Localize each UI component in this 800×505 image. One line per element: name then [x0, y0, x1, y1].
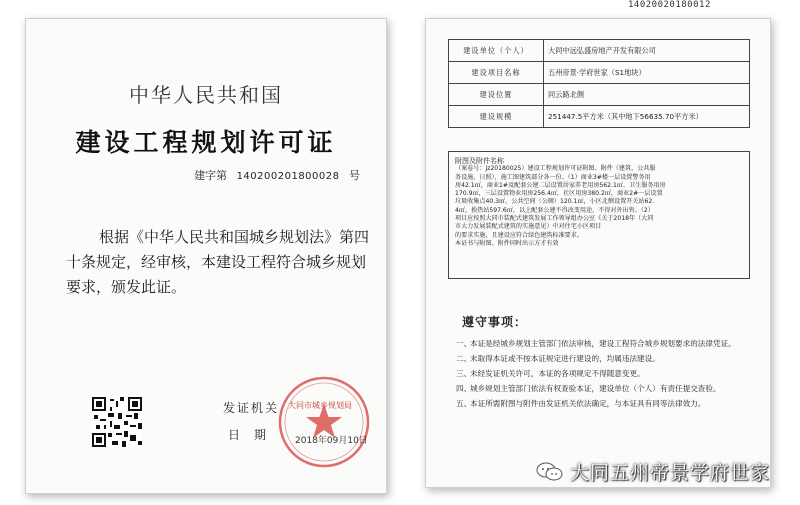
cert-number-prefix: 建字第: [194, 169, 228, 182]
notice-list: [456, 337, 748, 412]
table-row: [449, 106, 750, 128]
certificate-body-text: 根据《中华人民共和国城乡规划法》第四十条规定，经审核，本建设工程符合城乡规划要求，颁发此证。: [66, 228, 370, 296]
attachment-line: 170.9㎡，三层设置物业用房256.4㎡，社区用房380.2㎡，商业2#一层设置: [455, 190, 663, 198]
attachment-line: 4㎡，换热站597.6㎡，以上配套公建不得改变用途，不得对外出售。（2）: [455, 206, 654, 214]
notice-text: 本证所需附图与附件由发证机关依法确定，与本证具有同等法律效力。: [470, 399, 706, 408]
table-value: 五州帝景·学府世家（S1地块）: [544, 62, 750, 84]
date-label: 日期: [228, 428, 281, 442]
cert-number: 140200201800028: [236, 171, 340, 182]
brand-watermark: [536, 458, 770, 485]
table-row: [449, 84, 750, 106]
brand-text: 大同五州帝景学府世家: [570, 462, 771, 484]
attachment-line: 市大力发展装配式建筑的实施意见）中对住宅小区项目: [455, 223, 602, 231]
country-name: 中华人民共和国: [129, 83, 283, 107]
notice-index: 四、: [456, 384, 472, 393]
official-seal-stamp: [276, 374, 372, 470]
table-label: 建设规模: [449, 106, 544, 128]
certificate-number-line: [194, 167, 360, 183]
attachment-line: 项目应按照大同市装配式建筑发展工作领导组办公室《关于2018年（大同: [455, 215, 654, 223]
table-label: 建设位置: [449, 84, 544, 106]
notice-item: [456, 382, 748, 395]
attachment-line: 本证书与附图、附件同时出示方才有效: [455, 239, 559, 247]
issue-date: 2018年09月10日: [295, 436, 368, 446]
notice-index: 一、: [456, 339, 472, 348]
attachment-line: 务设施、日照），施工图建筑部分各一份。（1）商业3#楼一层设置警务用: [455, 173, 651, 181]
table-value: 大同中远弘盛房地产开发有限公司: [544, 40, 750, 62]
table-row: [449, 62, 750, 84]
issuer-name: 大同市城乡规划局: [288, 401, 352, 410]
notice-item: [456, 352, 748, 365]
notice-item: [456, 397, 748, 410]
cert-number-suffix: 号: [349, 169, 360, 182]
table-label: 建设单位（个人）: [449, 40, 544, 62]
notice-title: 遵守事项：: [462, 315, 528, 329]
notice-text: 城乡规划主管部门依法有权查验本证，建设单位（个人）有责任提交查验。: [470, 384, 721, 393]
attachment-line: 的要求实施，且建设应符合绿色建筑标准要求。: [455, 231, 583, 239]
attachments-box: [448, 151, 750, 279]
table-row: [449, 40, 750, 62]
certificate-title: 建设工程规划许可证: [75, 128, 337, 157]
qr-code: [92, 397, 142, 447]
notice-index: 二、: [456, 354, 472, 363]
notice-text: 未经发证机关许可，本证的各项规定不得随意变更。: [470, 369, 645, 378]
attachment-line: 房42.1㎡，商业1#及配套公建二层设置居家养老用房562.1㎡，卫生服务用房: [455, 181, 666, 189]
notice-index: 五、: [456, 399, 472, 408]
attachments-title: 附图及附件名称: [455, 157, 504, 165]
notice-index: 三、: [456, 369, 472, 378]
notice-text: 本证是经城乡规划主管部门依法审核，建设工程符合城乡规划要求的法律凭证。: [470, 339, 736, 348]
project-info-table: [448, 39, 750, 128]
serial-number: 14020020180012: [628, 0, 711, 10]
table-label: 建设项目名称: [449, 62, 544, 84]
certificate-front-page: [25, 18, 387, 494]
table-value: 同云路北侧: [544, 84, 750, 106]
notice-text: 未取得本证或不按本证规定进行建设的，均属违法建设。: [470, 354, 660, 363]
notice-item: [456, 367, 748, 380]
wechat-icon: [536, 462, 564, 482]
issuer-label: 发证机关: [223, 401, 280, 415]
certificate-back-page: [425, 18, 771, 488]
attachment-line: （案卷号：jz20180025）建设工程规划许可证附图、附件（建筑、公共服: [455, 165, 656, 173]
table-value: 251447.5平方米（其中地下56635.70平方米）: [544, 106, 750, 128]
attachment-line: 垃圾收集点40.3㎡，公共空间（公厕）120.1㎡，小区北侧设置开关站62.: [455, 198, 655, 206]
notice-item: [456, 337, 748, 350]
